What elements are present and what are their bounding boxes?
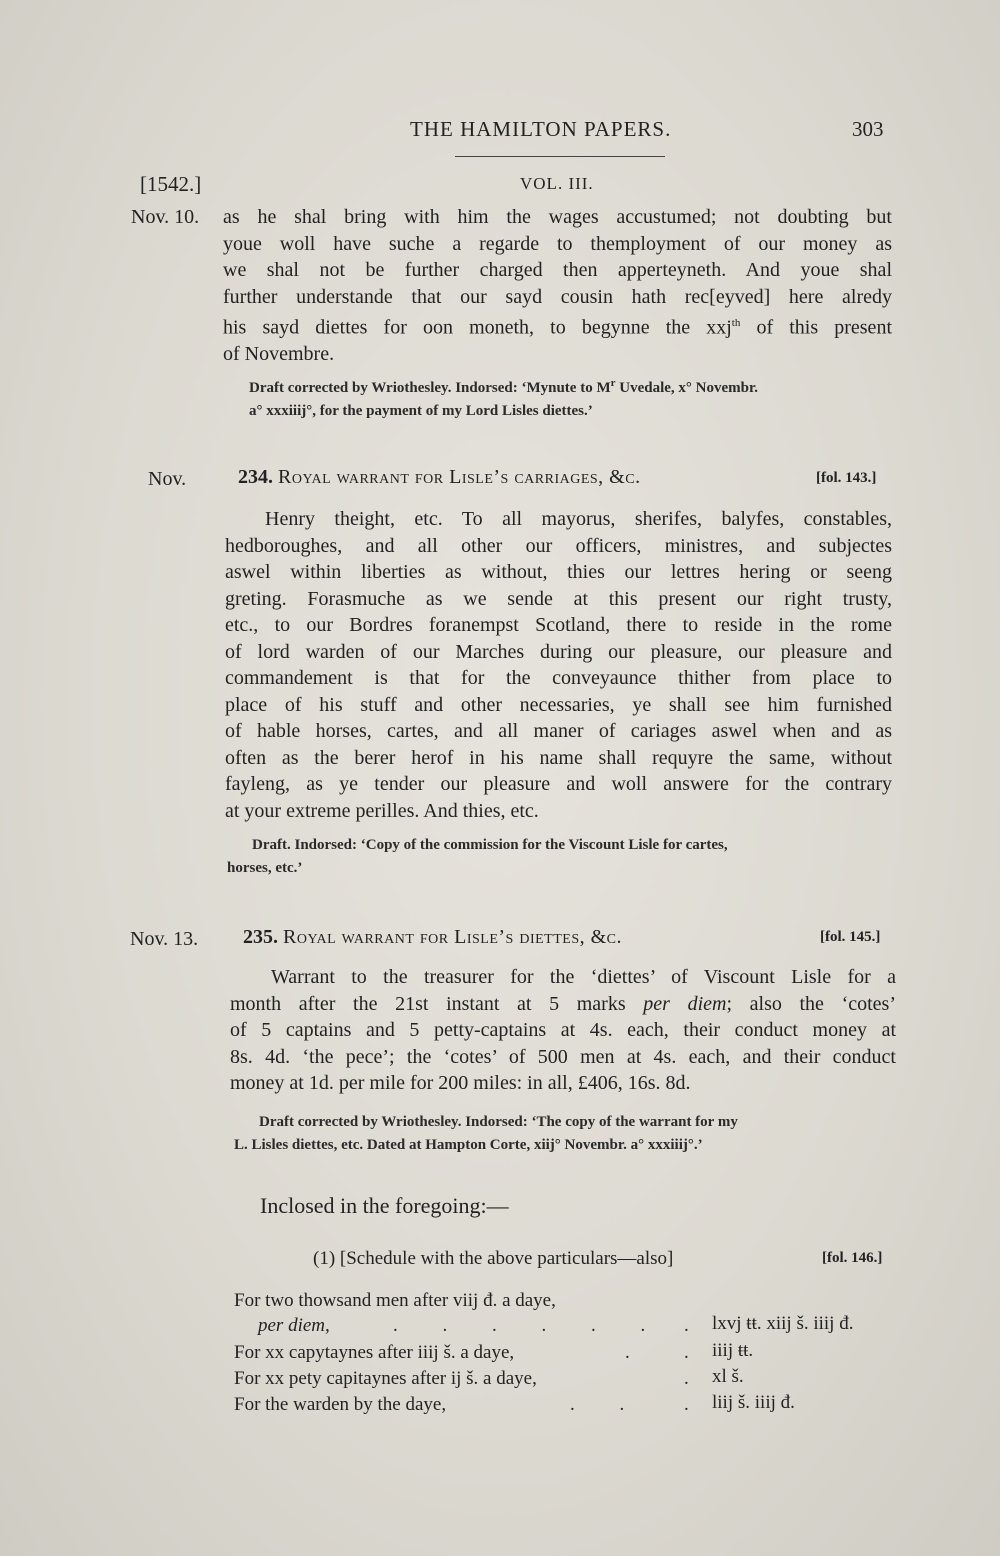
text-segment: of this present — [740, 316, 892, 339]
text-line: money at 1d. per mile for 200 miles: in all, £406, 16s. 8d. — [230, 1072, 691, 1094]
leader-dot: . — [684, 1315, 689, 1336]
paragraph — [223, 204, 892, 368]
page-number: 303 — [852, 117, 884, 141]
entry-heading — [238, 466, 641, 489]
italic-text: per diem — [643, 992, 727, 1015]
note-line: Draft. Indorsed: ‘Copy of the commission for the Viscount Lisle for cartes, — [252, 837, 728, 853]
text-segment: Uvedale, x° Novembr. — [615, 380, 759, 396]
text-line: youe woll have suche a regarde to themployment of our money as — [223, 232, 892, 255]
text-line: aswel within liberties as without, thies our lettres hering or seeng — [225, 561, 892, 583]
editorial-note — [227, 834, 728, 880]
schedule-amount: iiij ŧŧ. — [712, 1340, 754, 1361]
superscript: th — [731, 317, 741, 329]
text-segment: Draft corrected by Wriothesley. Indorsed: ‘Mynute to M — [249, 380, 611, 396]
schedule-title: (1) [Schedule with the above particulars—also] — [313, 1248, 674, 1269]
note-line — [249, 372, 758, 400]
editorial-note — [249, 372, 758, 423]
folio-reference: [fol. 143.] — [816, 470, 877, 486]
schedule-row-label: For the warden by the daye, — [234, 1394, 447, 1415]
running-title: THE HAMILTON PAPERS. — [410, 117, 672, 141]
editorial-note — [234, 1111, 738, 1157]
text-line: hedboroughes, and all other our officers, ministres, and subjectes — [225, 534, 892, 557]
folio-reference: [fol. 145.] — [820, 929, 881, 945]
schedule-row-label — [258, 1315, 330, 1337]
schedule-amount: liij š. iiij đ. — [712, 1392, 795, 1413]
superscript: r — [610, 377, 616, 389]
entry-heading — [243, 926, 622, 949]
schedule-row-label: For xx capytaynes after iiij š. a daye, — [234, 1342, 515, 1363]
paragraph — [230, 964, 896, 1097]
paragraph — [225, 506, 892, 824]
schedule-row-label: For two thowsand men after viij đ. a daye, — [234, 1290, 556, 1311]
note-line: L. Lisles diettes, etc. Dated at Hampton Corte, xiij° Novembr. a° xxxiiij°.’ — [234, 1137, 703, 1153]
text-line: commandement is that for the conveyaunce thither from place to — [225, 667, 892, 689]
volume-label: VOL. III. — [520, 174, 594, 193]
text-line: fayleng, as ye tender our pleasure and woll answere for the contrary — [225, 773, 892, 795]
leader-dot: . — [684, 1394, 689, 1415]
text-line: Henry theight, etc. To all mayorus, sherifes, balyfes, constables, — [265, 508, 892, 530]
text-line: place of his stuff and other necessaries, ye shall see him furnished — [225, 693, 892, 716]
text-line: of Novembre. — [223, 343, 335, 366]
text-line: greting. Forasmuche as we sende at this present our right trusty, — [225, 587, 892, 610]
margin-date: Nov. 13. — [130, 928, 199, 950]
folio-reference: [fol. 146.] — [822, 1250, 883, 1266]
text-line: at your extreme perilles. And thies, etc. — [225, 799, 539, 822]
text-line: etc., to our Bordres foranempst Scotland, there to reside in the rome — [225, 614, 892, 636]
text-segment: month after the 21st instant at 5 marks — [230, 992, 626, 1015]
text-line: of 5 captains and 5 petty-captains at 4s. each, their conduct money at — [230, 1019, 896, 1041]
leader-dot: . — [625, 1342, 630, 1363]
leader-dots: . . — [570, 1394, 645, 1415]
note-line: horses, etc.’ — [227, 860, 303, 876]
note-line: a° xxxiiij°, for the payment of my Lord Lisles diettes.’ — [249, 403, 593, 419]
note-line: Draft corrected by Wriothesley. Indorsed: ‘The copy of the warrant for my — [259, 1114, 738, 1130]
inclosure-heading: Inclosed in the foregoing:— — [260, 1193, 509, 1218]
text-line: 8s. 4d. ‘the pece’; the ‘cotes’ of 500 men at 4s. each, and their conduct — [230, 1045, 896, 1068]
text-line: as he shal bring with him the wages accustumed; not doubting but — [223, 206, 892, 228]
entry-number: 235. — [243, 926, 278, 948]
schedule-amount: xl š. — [712, 1366, 744, 1387]
text-line: of lord warden of our Marches during our pleasure, our pleasure and — [225, 640, 892, 663]
text-segment: ; also the ‘cotes’ — [726, 992, 896, 1015]
text-line — [223, 310, 892, 341]
text-line: Warrant to the treasurer for the ‘diettes’ of Viscount Lisle for a — [271, 966, 896, 988]
leader-dots: . . . . . . — [393, 1315, 666, 1336]
text-line: of hable horses, cartes, and all maner of cariages aswel when and as — [225, 720, 892, 742]
text-line: further understande that our sayd cousin hath rec[eyved] here alredy — [223, 285, 892, 308]
schedule-amount: lxvj ŧŧ. xiij š. iiij đ. — [712, 1313, 854, 1334]
italic-text: per diem, — [258, 1315, 330, 1336]
schedule-row-label: For xx pety capitaynes after ij š. a daye, — [234, 1368, 537, 1389]
text-line: we shal not be further charged then apperteyneth. And youe shal — [223, 259, 892, 281]
entry-number: 234. — [238, 466, 273, 488]
year-marker: [1542.] — [140, 172, 202, 196]
entry-title: Royal warrant for Lisle’s carriages, &c. — [278, 466, 641, 488]
leader-dot: . — [684, 1368, 689, 1389]
margin-date: Nov. — [148, 468, 187, 490]
text-line — [230, 991, 896, 1018]
text-line: often as the berer herof in his name shall requyre the same, without — [225, 746, 892, 769]
text-segment: his sayd diettes for oon moneth, to begynne the xxj — [223, 316, 732, 339]
leader-dot: . — [684, 1342, 689, 1363]
entry-title: Royal warrant for Lisle’s diettes, &c. — [283, 926, 623, 948]
margin-date: Nov. 10. — [131, 206, 200, 228]
header-rule — [455, 156, 665, 157]
